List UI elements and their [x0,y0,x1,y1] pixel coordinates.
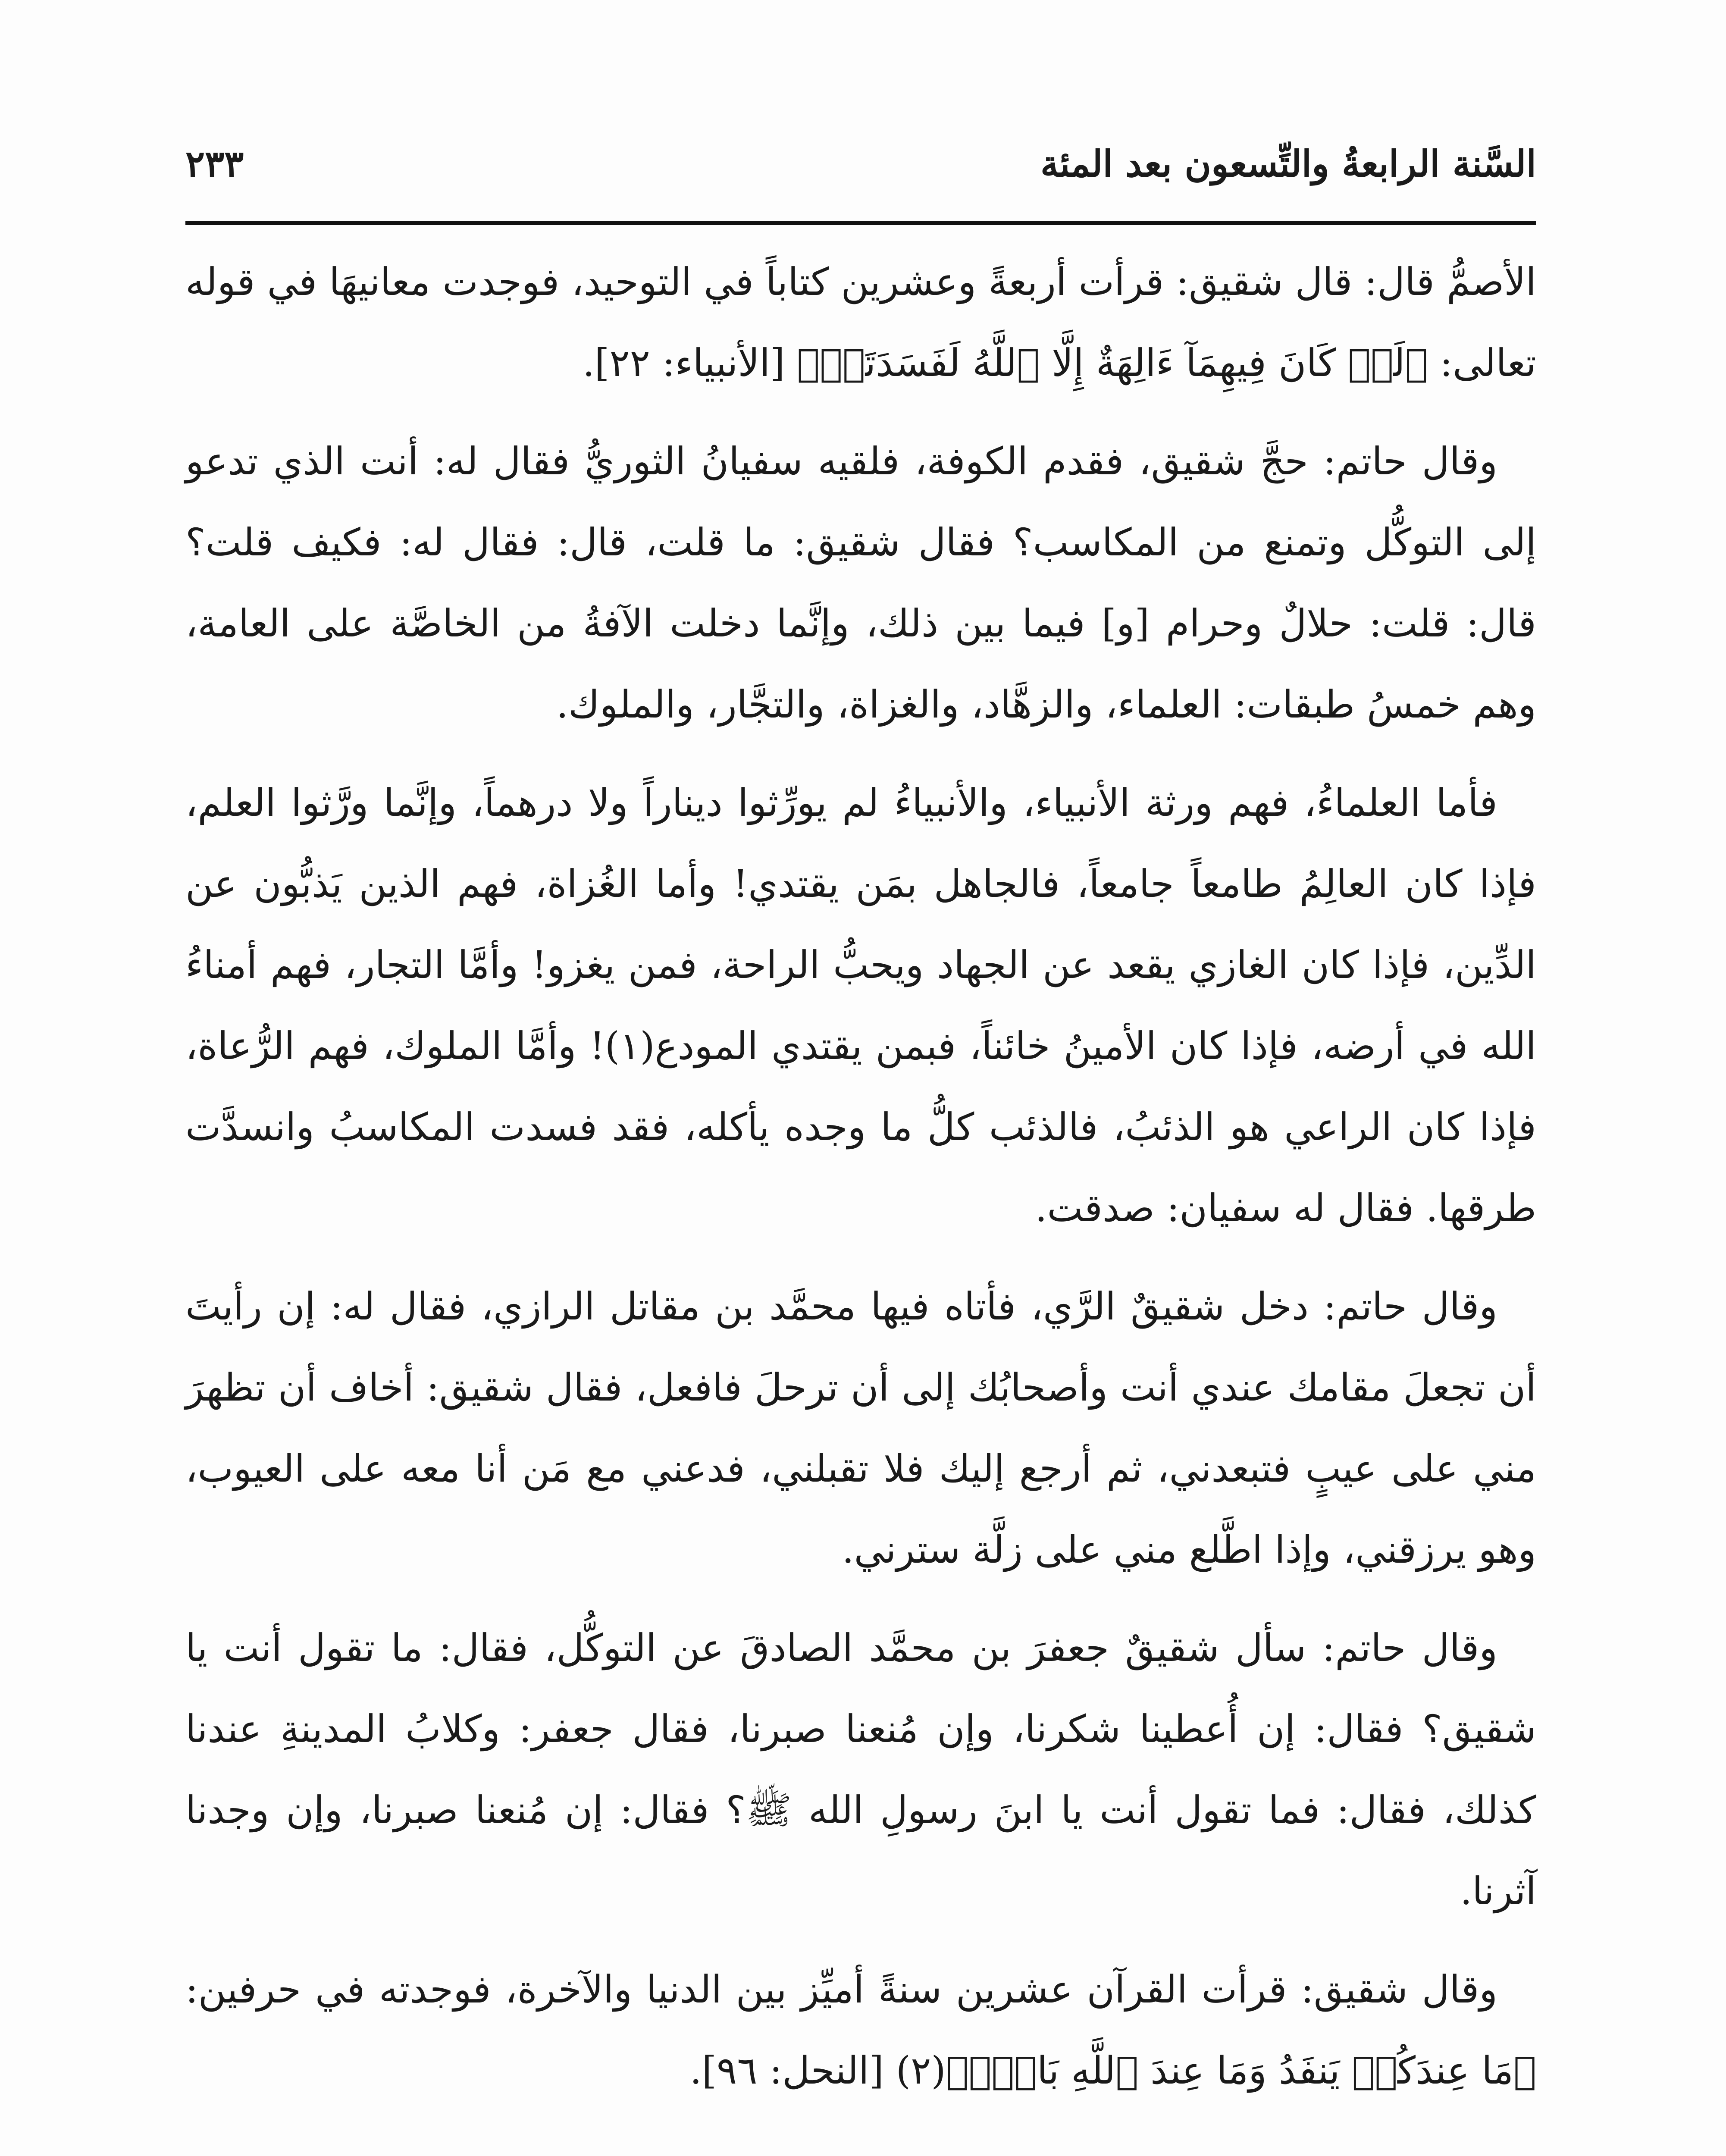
paragraph: الأصمُّ قال: قال شقيق: قرأت أربعةً وعشرين كتاباً في التوحيد، فوجدت معانيهَا في قوله تعالى: ﴿لَوۡ كَانَ فِيهِمَآ ءَالِهَةٌ إِلَّا ٱللَّهُ لَفَسَدَتَاۚ﴾ [الأنبياء: ٢٢]. [185,260,1536,385]
page-header [185,134,1536,190]
paragraph: فأما العلماءُ، فهم ورثة الأنبياء، والأنبياءُ لم يورِّثوا ديناراً ولا درهماً، وإنَّما ورَّثوا العلم، فإذا كان العالِمُ طامعاً جامعاً، فالجاهل بمَن يقتدي! وأما الغُزاة، فهم الذين يَذبُّون عن الدِّين، فإذا كان الغازي يقعد عن الجهاد ويحبُّ الراحة، فمن يغزو! وأمَّا التجار، فهم أمناءُ الله في أرضه، فإذا كان الأمينُ خائناً، فبمن يقتدي المودع(١)! وأمَّا الملوك، فهم الرُّعاة، فإذا كان الراعي هو الذئبُ، فالذئب كلُّ ما وجده يأكله، فقد فسدت المكاسبُ وانسدَّت طرقها. فقال له سفيان: صدقت. [185,780,1537,1230]
header-divider [185,221,1536,225]
paragraph: وقال شقيق: قرأت القرآن عشرين سنةً أميِّز بين الدنيا والآخرة، فوجدته في حرفين: ﴿مَا عِندَكُمۡ يَنفَدُ وَمَا عِندَ ٱللَّهِ بَاقٖۗ﴾(٢) [النحل: ٩٦]. [185,1967,1536,2093]
paragraph: وقال حاتم: دخل شقيقٌ الرَّي، فأتاه فيها محمَّد بن مقاتل الرازي، فقال له: إن رأيتَ أن تجعلَ مقامك عندي أنت وأصحابُك إلى أن ترحلَ فافعل، فقال شقيق: أخاف أن تظهرَ مني على عيبٍ فتبعدني، ثم أرجع إليك فلا تقبلني، فدعني مع مَن أنا معه على العيوب، وهو يرزقني، وإذا اطَّلع مني على زلَّة سترني. [185,1284,1536,1572]
paragraph: وقال حاتم: حجَّ شقيق، فقدم الكوفة، فلقيه سفيانُ الثوريُّ فقال له: أنت الذي تدعو إلى التوكُّل وتمنع من المكاسب؟ فقال شقيق: ما قلت، قال: فقال له: فكيف قلت؟ قال: قلت: حلالٌ وحرام [و] فيما بين ذلك، وإنَّما دخلت الآفةُ من الخاصَّة على العامة، وهم خمسُ طبقات: العلماء، والزهَّاد، والغزاة، والتجَّار، والملوك. [185,439,1536,727]
page-number: ٢٣٣ [185,142,244,185]
main-text [185,241,1536,2128]
running-title: السَّنة الرابعةُ والتِّسعون بعد المئة [1040,142,1536,185]
paragraph: وقال حاتم: سأل شقيقٌ جعفرَ بن محمَّد الصادقَ عن التوكُّل، فقال: ما تقول أنت يا شقيق؟ فقال: إن أُعطينا شكرنا، وإن مُنعنا صبرنا، فقال جعفر: وكلابُ المدينةِ عندنا كذلك، فقال: فما تقول أنت يا ابنَ رسولِ الله ﷺ؟ فقال: إن مُنعنا صبرنا، وإن وجدنا آثرنا. [185,1626,1537,1913]
